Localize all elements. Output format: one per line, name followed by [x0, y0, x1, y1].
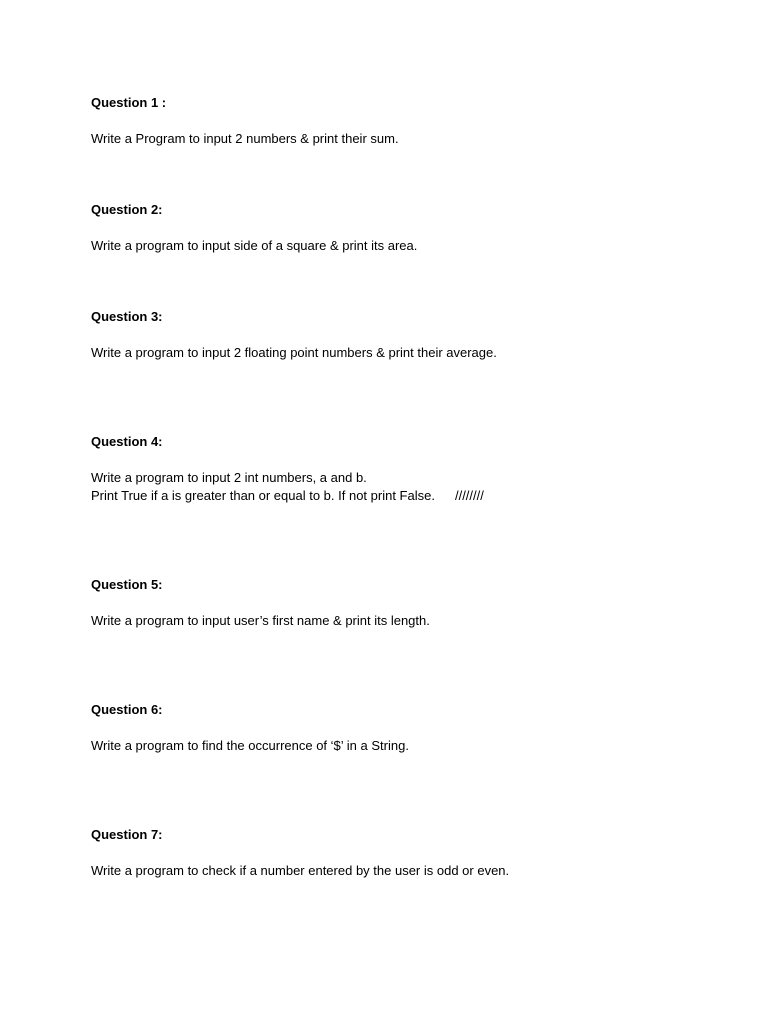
question-line: Write a program to input 2 int numbers, a and b. [91, 470, 367, 485]
question-title: Question 5: [91, 577, 163, 592]
question-text [91, 612, 731, 630]
question-title: Question 4: [91, 434, 163, 449]
question-line-text: Print True if a is greater than or equal to b. If not print False. [91, 488, 435, 503]
question-title: Question 1 : [91, 95, 167, 110]
question-2 [91, 201, 731, 255]
question-text [91, 344, 731, 362]
question-title: Question 6: [91, 702, 163, 717]
question-title: Question 3: [91, 309, 163, 324]
question-3 [91, 308, 731, 362]
question-line: Write a Program to input 2 numbers & print their sum. [91, 131, 399, 146]
question-title: Question 2: [91, 202, 163, 217]
question-6 [91, 701, 731, 755]
question-line: Write a program to input user’s first name & print its length. [91, 613, 430, 628]
question-text [91, 130, 731, 148]
question-1 [91, 94, 731, 148]
question-text [91, 237, 731, 255]
question-line: Write a program to check if a number entered by the user is odd or even. [91, 863, 510, 878]
question-text [91, 737, 731, 755]
question-4 [91, 433, 731, 505]
scribble-marks: //////// [454, 488, 484, 503]
question-title: Question 7: [91, 827, 163, 842]
question-line: Write a program to input 2 floating point numbers & print their average. [91, 345, 497, 360]
question-line: Write a program to input side of a square & print its area. [91, 238, 418, 253]
question-5 [91, 576, 731, 630]
question-7 [91, 826, 731, 880]
question-text [91, 862, 731, 880]
question-line [91, 487, 731, 505]
question-line: Write a program to find the occurrence of ‘$’ in a String. [91, 738, 409, 753]
question-text [91, 469, 731, 505]
